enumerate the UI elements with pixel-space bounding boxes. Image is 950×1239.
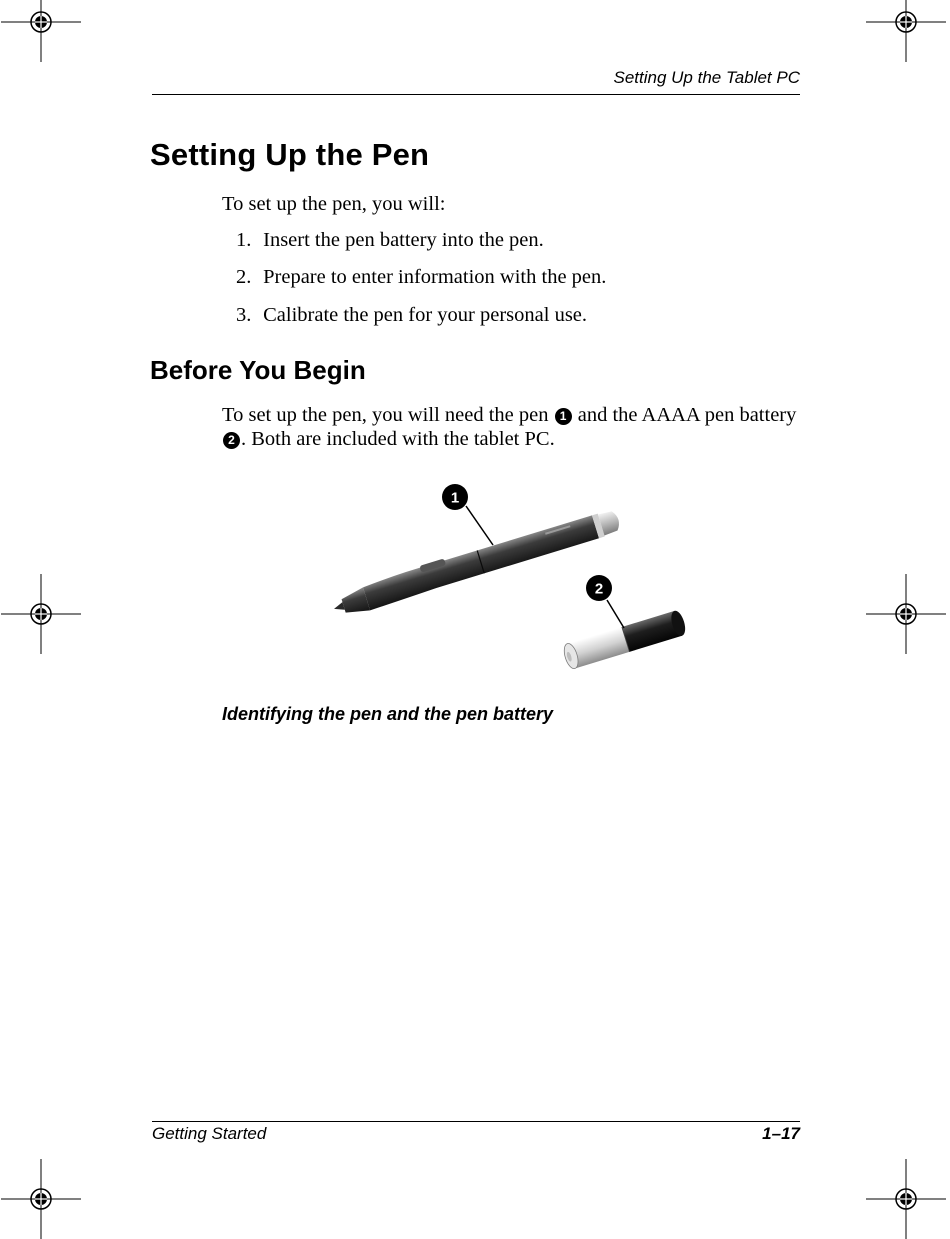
callout-2-leader — [607, 600, 624, 628]
step-text: Insert the pen battery into the pen. — [263, 229, 544, 251]
callout-1-marker — [442, 484, 468, 510]
section-heading: Before You Begin — [150, 355, 366, 385]
figure-caption: Identifying the pen and the pen battery — [222, 704, 554, 724]
footer-rule — [152, 1121, 800, 1122]
step-text: Calibrate the pen for your personal use. — [263, 304, 588, 326]
step-item — [236, 229, 544, 252]
paragraph-text: and the AAAA pen battery — [577, 404, 797, 426]
page-number: 1–17 — [762, 1124, 800, 1143]
step-text: Prepare to enter information with the pen. — [263, 266, 607, 288]
callout-1-leader — [466, 506, 493, 545]
step-item — [236, 304, 587, 327]
registration-mark-middle-right — [866, 574, 946, 654]
header-rule — [152, 94, 800, 95]
callout-1-number: 1 — [450, 489, 460, 507]
registration-mark-top-right — [866, 0, 946, 62]
callout-1-icon: 1 — [555, 408, 572, 425]
step-number: 3. — [236, 304, 252, 326]
section-paragraph — [222, 403, 802, 451]
step-number: 2. — [236, 266, 252, 288]
step-number: 1. — [236, 229, 252, 251]
footer-chapter: Getting Started — [152, 1124, 267, 1143]
registration-mark-middle-left — [1, 574, 81, 654]
paragraph-text: To set up the pen, you will need the pen — [222, 404, 549, 426]
step-item — [236, 266, 606, 289]
callout-2-number: 2 — [594, 580, 604, 598]
registration-mark-top-left — [1, 0, 81, 62]
running-header: Setting Up the Tablet PC — [613, 68, 800, 87]
intro-text: To set up the pen, you will: — [222, 193, 446, 215]
callout-2-icon: 2 — [223, 432, 240, 449]
battery-icon — [562, 609, 688, 670]
pen-and-battery-figure — [320, 478, 690, 678]
registration-mark-bottom-left — [1, 1159, 81, 1239]
registration-mark-bottom-right — [866, 1159, 946, 1239]
paragraph-text: . Both are included with the tablet PC. — [241, 428, 555, 450]
pen-icon — [329, 506, 622, 620]
callout-2-marker — [586, 575, 612, 601]
page-title: Setting Up the Pen — [150, 137, 430, 172]
